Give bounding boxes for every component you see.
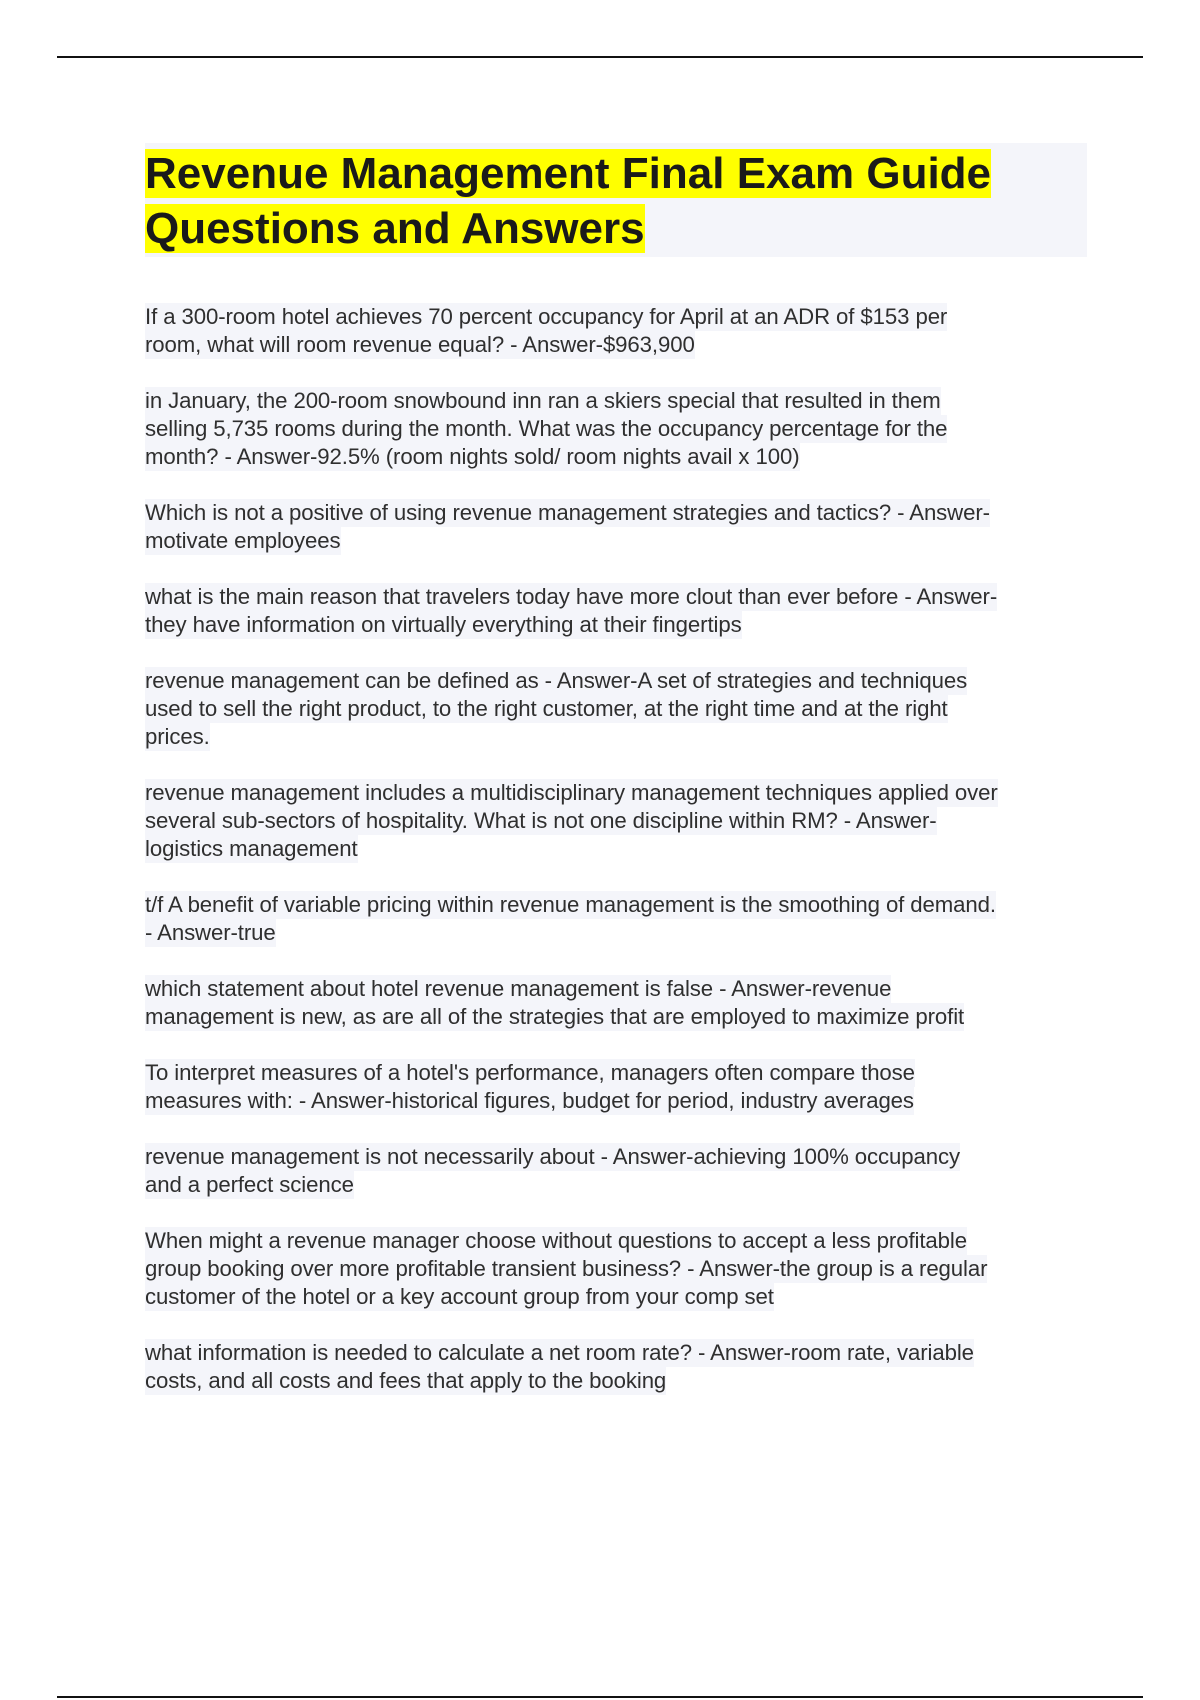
qa-line: If a 300-room hotel achieves 70 percent occupancy for April at an ADR of $153 per xyxy=(145,304,948,329)
qa-item xyxy=(145,387,1090,471)
qa-line: logistics management xyxy=(145,836,358,861)
qa-item xyxy=(145,303,1090,359)
qa-line: - Answer-true xyxy=(145,920,276,945)
qa-line: To interpret measures of a hotel's performance, managers often compare those xyxy=(145,1060,915,1085)
qa-item xyxy=(145,1059,1090,1115)
qa-line: room, what will room revenue equal? - Answer-$963,900 xyxy=(145,332,695,357)
document-title xyxy=(145,143,1087,256)
qa-item xyxy=(145,975,1090,1031)
title-block xyxy=(145,143,1087,257)
qa-line: motivate employees xyxy=(145,528,341,553)
qa-item xyxy=(145,779,1090,863)
title-line-2: Questions and Answers xyxy=(145,204,645,253)
header-rule xyxy=(57,56,1143,58)
qa-line: Which is not a positive of using revenue management strategies and tactics? - Answer- xyxy=(145,500,990,525)
qa-line: month? - Answer-92.5% (room nights sold/ room nights avail x 100) xyxy=(145,444,800,469)
qa-line: customer of the hotel or a key account group from your comp set xyxy=(145,1284,774,1309)
footer-rule xyxy=(57,1696,1143,1698)
qa-line: revenue management can be defined as - Answer-A set of strategies and techniques xyxy=(145,668,968,693)
qa-line: and a perfect science xyxy=(145,1172,354,1197)
qa-line: what information is needed to calculate a net room rate? - Answer-room rate, variable xyxy=(145,1340,974,1365)
qa-line: measures with: - Answer-historical figures, budget for period, industry averages xyxy=(145,1088,914,1113)
qa-line: used to sell the right product, to the right customer, at the right time and at the right xyxy=(145,696,948,721)
title-line-1: Revenue Management Final Exam Guide xyxy=(145,149,992,198)
qa-line: revenue management is not necessarily about - Answer-achieving 100% occupancy xyxy=(145,1144,960,1169)
qa-list xyxy=(145,303,1090,1423)
qa-item xyxy=(145,499,1090,555)
qa-item xyxy=(145,667,1090,751)
qa-item xyxy=(145,891,1090,947)
qa-line: costs, and all costs and fees that apply to the booking xyxy=(145,1368,667,1393)
qa-item xyxy=(145,1339,1090,1395)
qa-line: t/f A benefit of variable pricing within revenue management is the smoothing of demand. xyxy=(145,892,996,917)
qa-item xyxy=(145,1227,1090,1311)
qa-line: which statement about hotel revenue management is false - Answer-revenue xyxy=(145,976,892,1001)
qa-line: in January, the 200-room snowbound inn ran a skiers special that resulted in them xyxy=(145,388,941,413)
qa-line: management is new, as are all of the strategies that are employed to maximize profit xyxy=(145,1004,965,1029)
qa-item xyxy=(145,583,1090,639)
qa-line: prices. xyxy=(145,724,210,749)
qa-item xyxy=(145,1143,1090,1199)
qa-line: several sub-sectors of hospitality. What is not one discipline within RM? - Answer- xyxy=(145,808,937,833)
qa-line: what is the main reason that travelers today have more clout than ever before - Answer- xyxy=(145,584,998,609)
qa-line: revenue management includes a multidisciplinary management techniques applied over xyxy=(145,780,998,805)
qa-line: group booking over more profitable transient business? - Answer-the group is a regular xyxy=(145,1256,988,1281)
qa-line: selling 5,735 rooms during the month. What was the occupancy percentage for the xyxy=(145,416,948,441)
qa-line: When might a revenue manager choose without questions to accept a less profitable xyxy=(145,1228,967,1253)
qa-line: they have information on virtually everything at their fingertips xyxy=(145,612,742,637)
